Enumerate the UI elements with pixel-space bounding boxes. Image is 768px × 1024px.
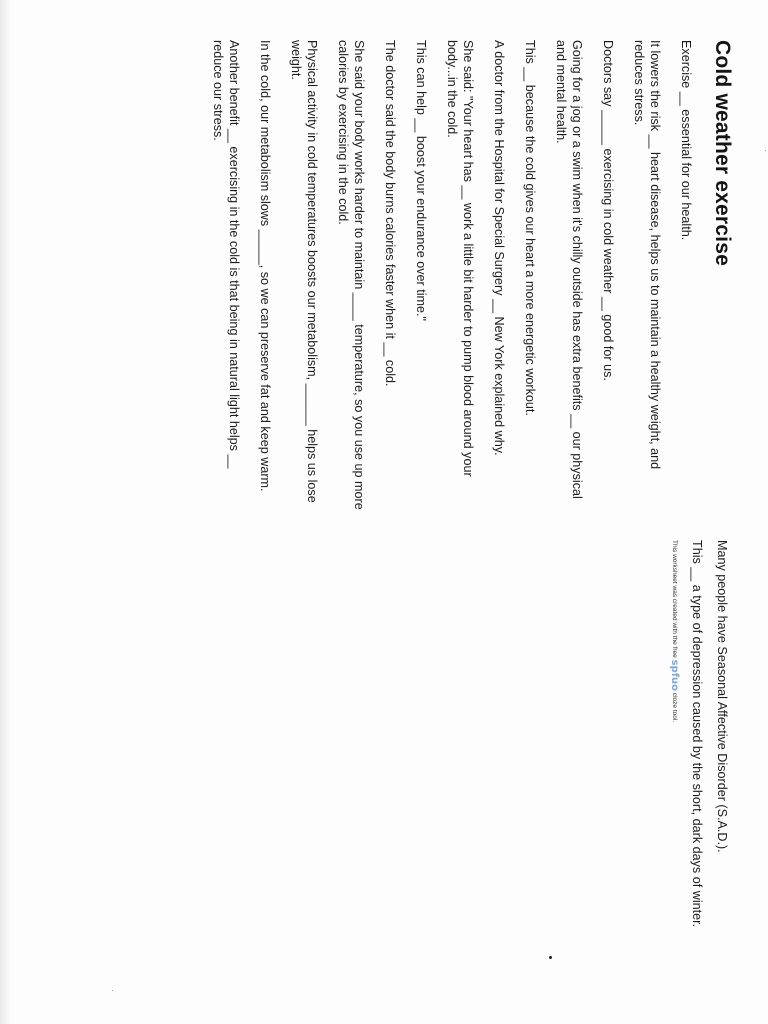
sentence: Going for a jog or a swim when it's chilly outside has extra benefits __ our physical and mental health. xyxy=(554,40,584,499)
sentence: She said: "Your heart has __ work a little bit harder to pump blood around your body...in the cold. xyxy=(445,40,475,477)
sentence: The doctor said the body burns calories faster when it __ cold. xyxy=(383,40,397,387)
sentence: This can help __ boost your endurance over time." xyxy=(414,40,428,321)
left-column xyxy=(195,40,694,510)
sentence: Exercise __ essential for our health. xyxy=(679,40,693,241)
scan-speck xyxy=(112,990,113,991)
scan-speck xyxy=(549,956,552,959)
sentence: In the cold, our metabolism slows _____, so we can preserve fat and keep warm. xyxy=(258,40,272,492)
worksheet-title: Cold weather exercise xyxy=(711,40,734,266)
scan-speck xyxy=(765,150,766,151)
right-column xyxy=(680,540,730,1000)
credit-suffix: cloze tool. xyxy=(671,692,678,723)
sentence: She said your body works harder to maintain ____ temperature, so you use up more calories by exercising in the cold. xyxy=(336,40,366,510)
sentence: A doctor from the Hospital for Special Surgery __ New York explained why. xyxy=(492,40,506,456)
sentence: Another benefit __ exercising in the cold is that being in natural light helps __ reduce our stress. xyxy=(211,40,241,469)
sentence: Doctors say _____ exercising in cold weather __ good for us. xyxy=(601,40,615,381)
sentence: It lowers the risk __ heart disease, helps us to maintain a healthy weight, and reduces stress. xyxy=(632,40,662,470)
scan-edge xyxy=(0,0,11,1024)
sentence: This __ a type of depression caused by the short, dark days of winter. xyxy=(690,540,704,928)
spfuo-logo: spfuo xyxy=(669,659,680,692)
credit-line xyxy=(669,540,680,722)
sentence: Physical activity in cold temperatures boosts our metabolism, ______ helps us lose weight. xyxy=(289,40,319,503)
sentence: Many people have Seasonal Affective Disorder (S.A.D.). xyxy=(715,540,729,853)
credit-prefix: This worksheet was created with the free xyxy=(671,540,678,658)
sentence: This __ because the cold gives our heart a more energetic workout. xyxy=(523,40,537,416)
